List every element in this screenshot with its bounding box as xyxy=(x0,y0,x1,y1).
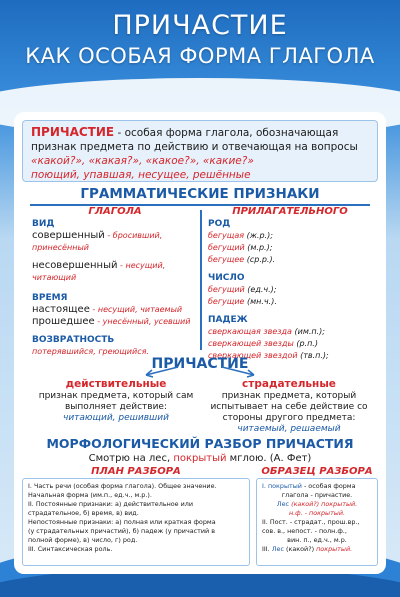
gender-example: бегущее xyxy=(208,255,245,264)
passive-participle xyxy=(204,378,374,435)
page-title: ПРИЧАСТИЕ xyxy=(112,10,288,41)
number-note: (мн.ч.). xyxy=(244,297,277,306)
plan-line: Начальная форма (им.п., ед.ч., м.р.). xyxy=(28,491,152,499)
case-example: сверкающей звездой xyxy=(208,351,298,360)
passive-title: страдательные xyxy=(242,378,336,390)
number-note: (ед.ч.); xyxy=(244,285,277,294)
passive-description: признак предмета, который испытывает на себе действие со стороны другого предмета: xyxy=(210,391,368,423)
imperfect-example: несущий, читающий xyxy=(32,261,166,282)
sample-text: Лес xyxy=(276,500,292,508)
adjective-features xyxy=(208,218,376,362)
sample-text: покрытый. xyxy=(316,545,353,553)
perfect-example: бросивший, принесённый xyxy=(32,231,163,252)
gender-note: (ж.р.); xyxy=(244,231,273,240)
number-example: бегущие xyxy=(208,297,245,306)
tense-label: ВРЕМЯ xyxy=(32,293,68,303)
plan-line: полной форме), в) число, г) род. xyxy=(28,536,138,544)
present-tense: настоящее xyxy=(32,304,90,315)
sample-text: II. Пост. - страдат., прош.вр., xyxy=(262,518,360,526)
case-note: (им.п.); xyxy=(291,327,325,336)
case-example: сверкающая звезда xyxy=(208,327,292,336)
sample-text: глагола - причастие. xyxy=(281,491,353,499)
definition-text: - особая форма глагола, обозначающая признак предмета по действию и отвечающая на вопросы xyxy=(31,127,358,153)
sample-text: (какой?) xyxy=(283,545,317,553)
header xyxy=(0,0,400,100)
sample-text: вин. п., ед.ч., м.р. xyxy=(287,536,347,544)
past-tense: прошедшее xyxy=(32,316,95,327)
verb-features: ВИД совершенный - бросивший, принесённый несовершенный - несущий, читающий ВРЕМЯ настоящее - несущий, читаемый прошедшее - унесённый, усевший ВОЗВРАТНОСТЬ потерявшийся, греющийся. xyxy=(32,218,196,358)
sample-text: (какой?) покрытый. xyxy=(291,500,358,508)
sentence-participle: покрытый xyxy=(173,453,227,464)
grammar-heading: ГРАММАТИЧЕСКИЕ ПРИЗНАКИ xyxy=(80,186,320,202)
reflexive-example: потерявшийся, греющийся. xyxy=(32,347,149,356)
sample-text: - особая форма xyxy=(301,482,356,490)
definition-term: ПРИЧАСТИЕ xyxy=(31,125,115,139)
past-example: унесённый, усевший xyxy=(102,317,191,326)
plan-title: ПЛАН РАЗБОРА xyxy=(91,466,181,477)
plan-line: (у страдательных причастий), б) падеж (у причастий в xyxy=(28,527,215,535)
plan-box xyxy=(22,478,250,566)
aspect-label: ВИД xyxy=(32,219,55,229)
sample-text: н.ф. - покрытый. xyxy=(288,509,346,517)
sample-text: III. xyxy=(262,545,272,553)
number-example: бегущий xyxy=(208,285,245,294)
arrow-left-icon xyxy=(140,366,180,378)
plan-line: Непостоянные признаки: а) полная или краткая форма xyxy=(28,518,216,526)
gender-note: (м.р.); xyxy=(244,243,273,252)
case-label: ПАДЕЖ xyxy=(208,315,248,325)
definition-box xyxy=(22,120,378,182)
plan-line: II. Постоянные признаки: а) действительное или xyxy=(28,500,194,508)
example-sentence xyxy=(22,453,378,465)
definition-examples: поющий, упавшая, несущее, решённые xyxy=(31,169,251,181)
adjective-features-title: ПРИЛАГАТЕЛЬНОГО xyxy=(232,206,348,217)
sample-text: Лес xyxy=(271,545,284,553)
active-participle xyxy=(36,378,196,424)
gender-example: бегущий xyxy=(208,243,245,252)
morph-heading: МОРФОЛОГИЧЕСКИЙ РАЗБОР ПРИЧАСТИЯ xyxy=(46,436,354,451)
perfect-aspect: совершенный xyxy=(32,230,105,241)
reflexive-label: ВОЗВРАТНОСТЬ xyxy=(32,335,115,345)
gender-label: РОД xyxy=(208,219,231,229)
definition-questions: «какой?», «какая?», «какое?», «какие?» xyxy=(31,155,254,167)
plan-line: III. Синтаксическая роль. xyxy=(28,545,113,553)
sample-text: сов. в., непост. - полн.ф., xyxy=(262,527,347,535)
gender-note: (ср.р.). xyxy=(244,255,276,264)
passive-example: читаемый, решаемый xyxy=(237,424,341,434)
case-example: сверкающей звезды xyxy=(208,339,294,348)
verb-features-title: ГЛАГОЛА xyxy=(88,206,142,217)
active-title: действительные xyxy=(65,378,167,390)
page-subtitle: КАК ОСОБАЯ ФОРМА ГЛАГОЛА xyxy=(25,44,375,68)
active-example: читающий, решивший xyxy=(63,413,169,423)
sample-box xyxy=(256,478,378,566)
gender-example: бегущая xyxy=(208,231,245,240)
plan-line: страдательное, б) время, в) вид. xyxy=(28,509,139,517)
number-label: ЧИСЛО xyxy=(208,273,245,283)
arrow-right-icon xyxy=(220,366,260,378)
plan-line: I. Часть речи (особая форма глагола). Общее значение. xyxy=(28,482,217,490)
participle-heading: ПРИЧАСТИЕ xyxy=(151,356,249,372)
case-note: (р.п.) xyxy=(293,339,318,348)
sample-title: ОБРАЗЕЦ РАЗБОРА xyxy=(261,466,373,477)
imperfect-aspect: несовершенный xyxy=(32,260,118,271)
sentence-end: мглою. (А. Фет) xyxy=(226,453,312,464)
sample-text: I. xyxy=(262,482,268,490)
column-divider xyxy=(200,210,202,350)
sample-text: покрытый xyxy=(267,482,302,490)
active-description: признак предмета, который сам выполняет действие: xyxy=(38,391,194,412)
case-note: (тв.п.); xyxy=(297,351,329,360)
sentence-start: Смотрю на лес, xyxy=(88,453,174,464)
present-example: несущий, читаемый xyxy=(97,305,183,314)
